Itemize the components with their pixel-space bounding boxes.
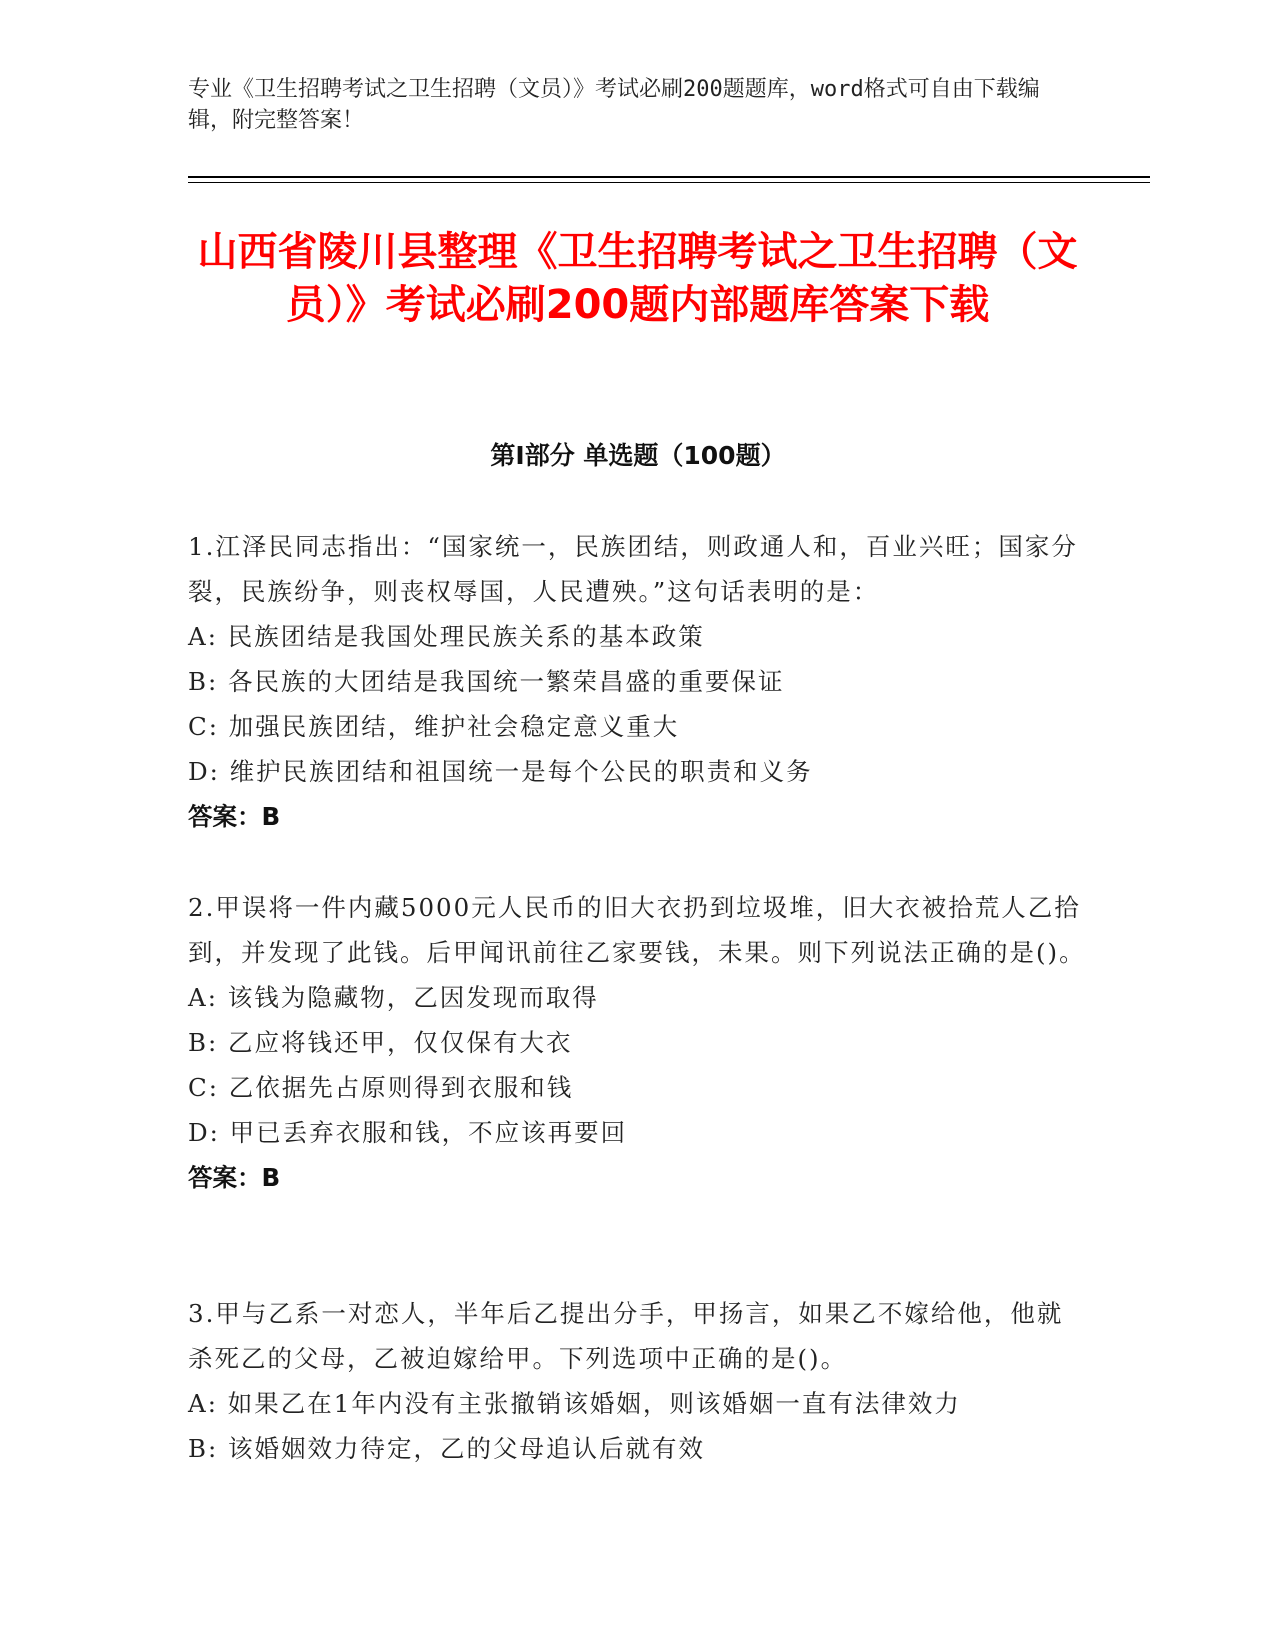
question-3 [188, 1291, 1088, 1471]
header-note: 专业《卫生招聘考试之卫生招聘（文员）》考试必刷200题题库，word格式可自由下载编辑，附完整答案！ [188, 77, 1040, 133]
option-c: C: 乙依据先占原则得到衣服和钱 [188, 1073, 574, 1102]
answer: 答案：B [188, 802, 281, 831]
header-divider-thick [188, 176, 1150, 178]
option-d: D: 甲已丢弃衣服和钱，不应该再要回 [188, 1118, 628, 1147]
section-title: 第Ⅰ部分 单选题（100题） [490, 441, 786, 470]
option-b: B: 各民族的大团结是我国统一繁荣昌盛的重要保证 [188, 667, 785, 696]
option-a: A: 民族团结是我国处理民族关系的基本政策 [188, 622, 705, 651]
question-text: 3.甲与乙系一对恋人，半年后乙提出分手，甲扬言，如果乙不嫁给他，他就杀死乙的父母，乙被迫嫁给甲。下列选项中正确的是()。 [188, 1299, 1064, 1373]
option-a: A: 该钱为隐藏物，乙因发现而取得 [188, 983, 599, 1012]
option-d: D: 维护民族团结和祖国统一是每个公民的职责和义务 [188, 757, 813, 786]
option-a: A: 如果乙在1年内没有主张撤销该婚姻，则该婚姻一直有法律效力 [188, 1389, 961, 1418]
question-text: 2.甲误将一件内藏5000元人民币的旧大衣扔到垃圾堆，旧大衣被拾荒人乙拾到，并发现了此钱。后甲闻讯前往乙家要钱，未果。则下列说法正确的是()。 [188, 893, 1086, 967]
option-c: C: 加强民族团结，维护社会稳定意义重大 [188, 712, 680, 741]
answer: 答案：B [188, 1163, 281, 1192]
document-title: 山西省陵川县整理《卫生招聘考试之卫生招聘（文员）》考试必刷200题内部题库答案下载 [197, 229, 1078, 328]
header-divider-thin [188, 182, 1150, 183]
question-text: 1.江泽民同志指出：“国家统一，民族团结，则政通人和，百业兴旺；国家分裂，民族纷争，则丧权辱国，人民遭殃。”这句话表明的是： [188, 532, 1078, 606]
option-b: B: 乙应将钱还甲，仅仅保有大衣 [188, 1028, 573, 1057]
question-1 [188, 524, 1088, 839]
question-2 [188, 885, 1088, 1200]
option-b: B: 该婚姻效力待定，乙的父母追认后就有效 [188, 1434, 706, 1463]
